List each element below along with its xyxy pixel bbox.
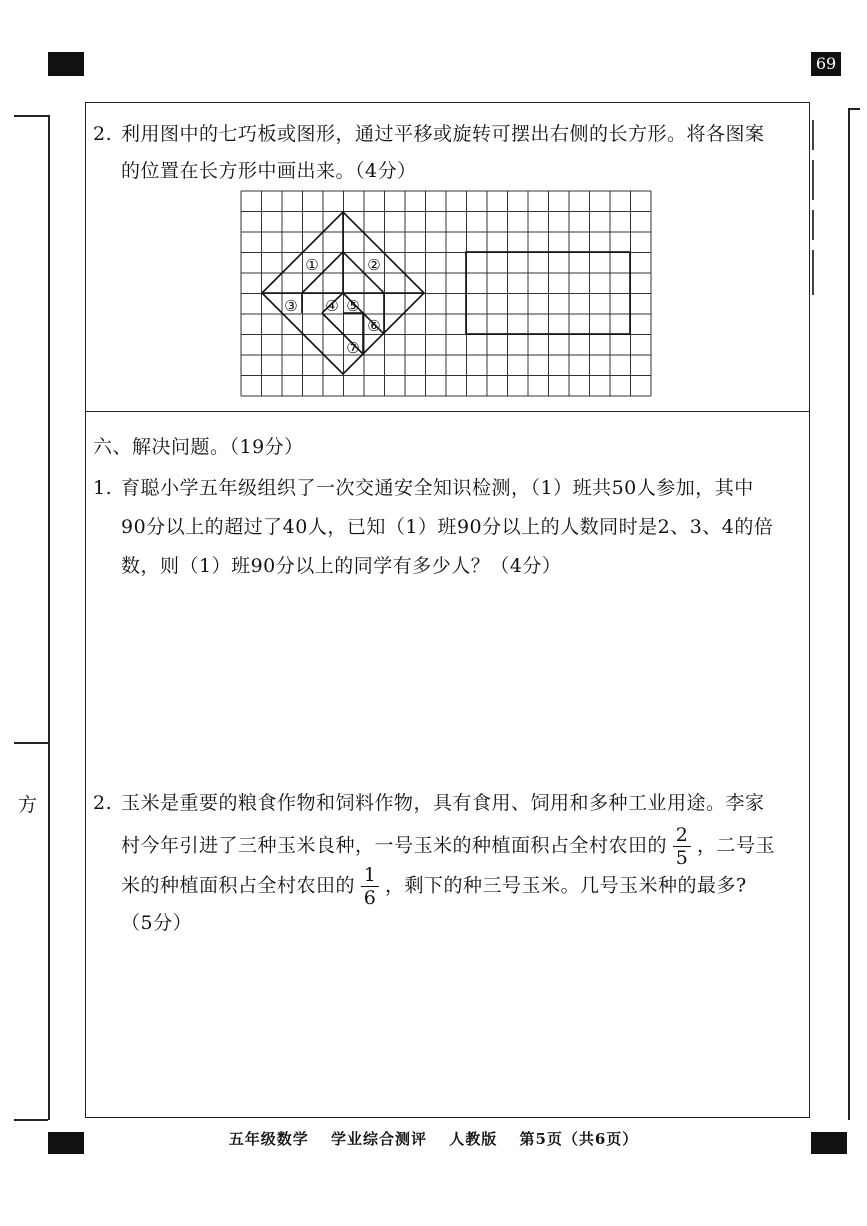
- page-footer: [0, 1128, 867, 1149]
- s6-q2-text3a: 米的种植面积占全村农田的: [121, 874, 356, 897]
- section6-title: 六、解决问题。（19分）: [93, 436, 304, 458]
- binding-side-char: 方: [18, 794, 38, 816]
- fraction-numerator: 2: [675, 824, 689, 846]
- corner-page-tag: 69: [811, 52, 841, 76]
- fraction-numerator: 1: [363, 864, 377, 886]
- fraction-two-fifths: [673, 824, 691, 869]
- binding-bracket-top: [14, 115, 48, 117]
- right-margin-bracket-top: [848, 108, 860, 110]
- binding-bracket-bottom: [14, 1119, 48, 1121]
- s6-q2-number: 2.: [93, 792, 113, 814]
- piece-label-6: ⑥: [367, 317, 381, 335]
- tangram-grid-figure: [240, 190, 652, 400]
- q2-geometry-number: 2.: [93, 123, 113, 145]
- piece-label-1: ①: [305, 256, 319, 274]
- s6-q2-text3b: ，剩下的种三号玉米。几号玉米种的最多?: [385, 874, 747, 897]
- s6-q2-line1: [93, 783, 765, 823]
- footer-subject: 五年级数学: [228, 1130, 309, 1148]
- s6-q1-line3: 数，则（1）班90分以上的同学有多少人？（4分）: [121, 555, 562, 577]
- binding-tick: [14, 742, 48, 744]
- s6-q2-text2a: 村今年引进了三种玉米良种，一号玉米的种植面积占全村农田的: [121, 834, 668, 857]
- binding-line-left: [48, 115, 50, 1120]
- s6-q2-line4: （5分）: [121, 912, 193, 934]
- piece-label-2: ②: [367, 256, 381, 274]
- piece-label-3: ③: [284, 297, 298, 315]
- registration-mark-top-left: [48, 52, 84, 76]
- s6-q1-line2: 90分以上的超过了40人，已知（1）班90分以上的人数同时是2、3、4的倍: [121, 516, 774, 538]
- s6-q2-line2: [121, 824, 775, 869]
- q2-geometry-line2: 的位置在长方形中画出来。（4分）: [121, 160, 417, 182]
- fraction-denominator: 5: [675, 847, 689, 869]
- piece-label-7: ⑦: [346, 339, 360, 357]
- s6-q2-text1: 玉米是重要的粮食作物和饲料作物，具有食用、饲用和多种工业用途。李家: [121, 792, 765, 814]
- piece-label-4: ④: [325, 297, 339, 315]
- s6-q1-line1: [93, 468, 754, 508]
- section-divider: [85, 411, 810, 412]
- footer-exam: 学业综合测评: [330, 1130, 427, 1148]
- q2-geometry-line1: [93, 114, 765, 154]
- s6-q1-text1: 育聪小学五年级组织了一次交通安全知识检测，（1）班共50人参加，其中: [121, 477, 754, 499]
- footer-edition: 人教版: [449, 1130, 498, 1148]
- s6-q2-line3: [121, 864, 747, 909]
- fraction-one-sixth: [361, 864, 379, 909]
- fraction-denominator: 6: [363, 887, 377, 909]
- footer-page: 第5页（共6页）: [519, 1130, 639, 1148]
- right-margin-line: [848, 108, 850, 1120]
- s6-q2-text2b: ，二号玉: [697, 834, 776, 857]
- piece-label-5: ⑤: [346, 297, 360, 315]
- q2-geometry-text1: 利用图中的七巧板或图形，通过平移或旋转可摆出右侧的长方形。将各图案: [121, 123, 765, 145]
- s6-q1-number: 1.: [93, 477, 113, 499]
